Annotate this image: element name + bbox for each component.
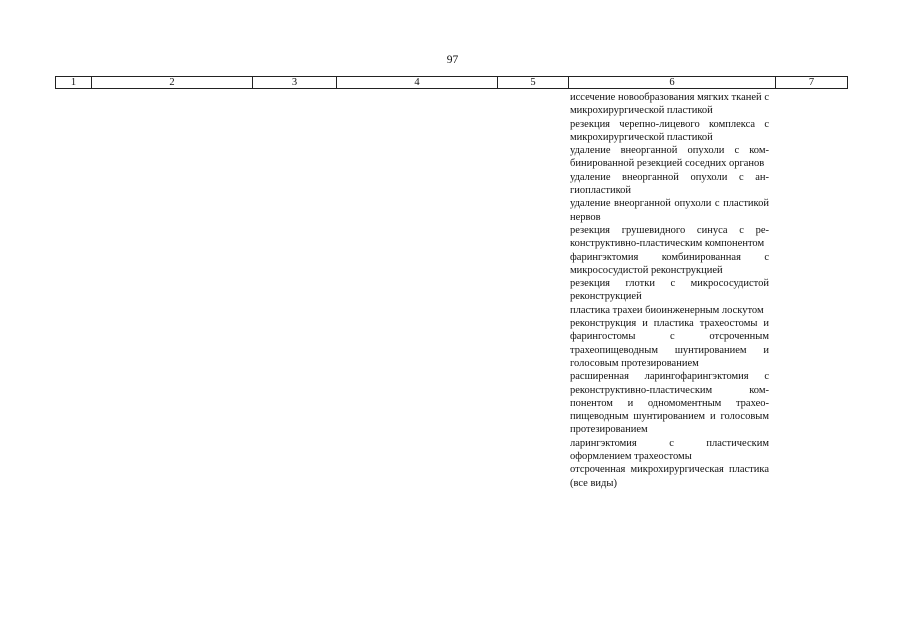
procedure-entry: резекция грушевидного синуса с реконструктивно-пластическим компонентом (570, 224, 769, 250)
header-col-2: 2 (92, 77, 253, 88)
procedure-entry: удаление внеорганной опухоли с комбинированной резекцией соседних органов (570, 145, 769, 170)
procedure-entry: резекция глотки с микрососудистой реконструкцией (570, 278, 769, 303)
procedure-entry: резекция черепно-лицевого комплекса с микрохирургической пластикой (570, 118, 769, 143)
header-col-7: 7 (776, 77, 848, 88)
procedure-entry: ларингэктомия с пластическим оформлением трахеостомы (570, 437, 769, 463)
column-6-procedures (570, 91, 769, 490)
header-col-5: 5 (498, 77, 569, 88)
header-col-6: 6 (569, 77, 776, 88)
header-col-3: 3 (253, 77, 337, 88)
procedure-entry: реконструкция и пластика трахеостомы и фарингостомы с отсроченным трахеопищеводным шунтированием и голосовым протезированием (570, 318, 769, 369)
procedure-entry: расширенная ларингофарингэктомия с реконструктивно-пластическим компонентом и одномоментным трахеопищеводным шунтированием и голосовым протезированием (570, 371, 769, 436)
procedure-entry: иссечение новообразования мягких тканей с микрохирургической пластикой (570, 92, 769, 117)
header-col-1: 1 (56, 77, 92, 88)
procedure-entry: фарингэктомия комбинированная с микрососудистой реконструкцией (570, 251, 769, 276)
procedure-entry: удаление внеорганной опухоли с ангиопластикой (570, 171, 769, 197)
procedure-entry: пластика трахеи биоинженерным лоскутом (570, 304, 764, 316)
header-col-4: 4 (337, 77, 498, 88)
page-number: 97 (446, 54, 459, 66)
procedure-entry: удаление внеорганной опухоли с пластикой нервов (570, 198, 769, 223)
table-header-row (55, 76, 848, 89)
procedure-entry: отсроченная микрохирургическая пластика (все виды) (570, 464, 769, 489)
